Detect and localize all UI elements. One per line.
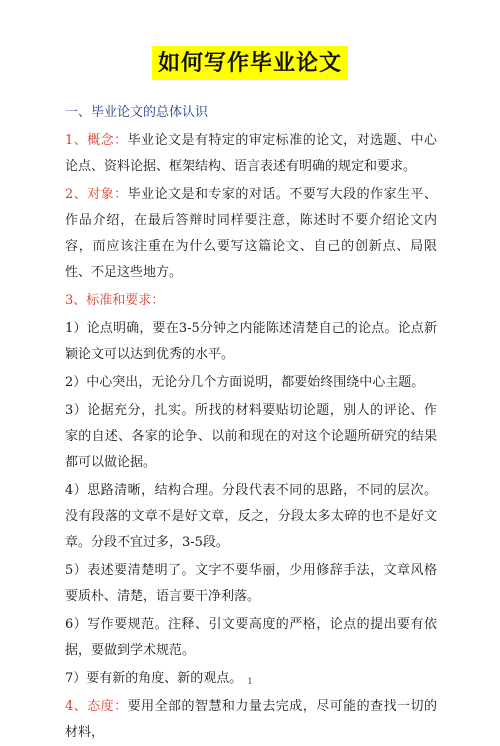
requirement-3: 3）论据充分，扎实。所找的材料要贴切论题，别人的评论、作家的自述、各家的论争、以前和现在的对这个论题所研究的结果都可以做论据。 bbox=[65, 403, 437, 470]
label-attitude: 4、态度： bbox=[65, 699, 128, 714]
text-attitude: 要用全部的智慧和力量去完成，尽可能的查找一切的材料， bbox=[65, 699, 437, 740]
requirement-6: 6）写作要规范。注释、引文要高度的严格，论点的提出要有依据，要做到学术规范。 bbox=[65, 617, 437, 658]
page-title: 如何写作毕业论文 bbox=[152, 46, 348, 80]
paragraph-concept bbox=[65, 128, 437, 180]
section-heading: 一、毕业论文的总体认识 bbox=[65, 105, 209, 120]
paragraph-attitude bbox=[65, 694, 437, 746]
requirement-2: 2）中心突出，无论分几个方面说明，都要始终围绕中心主题。 bbox=[65, 375, 425, 390]
requirement-5: 5）表述要清楚明了。文字不要华丽，少用修辞手法，文章风格要质朴、清楚，语言要干净利落。 bbox=[65, 563, 437, 604]
requirement-1: 1）论点明确，要在3-5分钟之内能陈述清楚自己的论点。论点新颖论文可以达到优秀的水平。 bbox=[65, 321, 437, 362]
paragraph-audience bbox=[65, 182, 437, 286]
requirement-7: 7）要有新的角度、新的观点。 bbox=[65, 671, 243, 686]
label-audience: 2、对象： bbox=[65, 187, 128, 202]
label-concept: 1、概念： bbox=[65, 133, 128, 148]
page-number: 1 bbox=[247, 677, 253, 686]
label-standards: 3、标准和要求： bbox=[65, 293, 165, 308]
text-concept: 毕业论文是有特定的审定标准的论文，对选题、中心论点、资料论据、框架结构、语言表述有明确的规定和要求。 bbox=[65, 133, 437, 174]
document-body bbox=[65, 100, 437, 746]
text-audience: 毕业论文是和专家的对话。不要写大段的作家生平、作品介绍，在最后答辩时同样要注意，陈述时不要介绍论文内容，而应该注重在为什么要写这篇论文、自己的创新点、局限性、不足这些地方。 bbox=[65, 187, 437, 280]
title-wrap bbox=[0, 46, 500, 80]
paragraph-standards bbox=[65, 288, 437, 314]
requirement-4: 4）思路清晰，结构合理。分段代表不同的思路，不同的层次。没有段落的文章不是好文章，反之，分段太多太碎的也不是好文章。分段不宜过多，3-5段。 bbox=[65, 483, 437, 550]
